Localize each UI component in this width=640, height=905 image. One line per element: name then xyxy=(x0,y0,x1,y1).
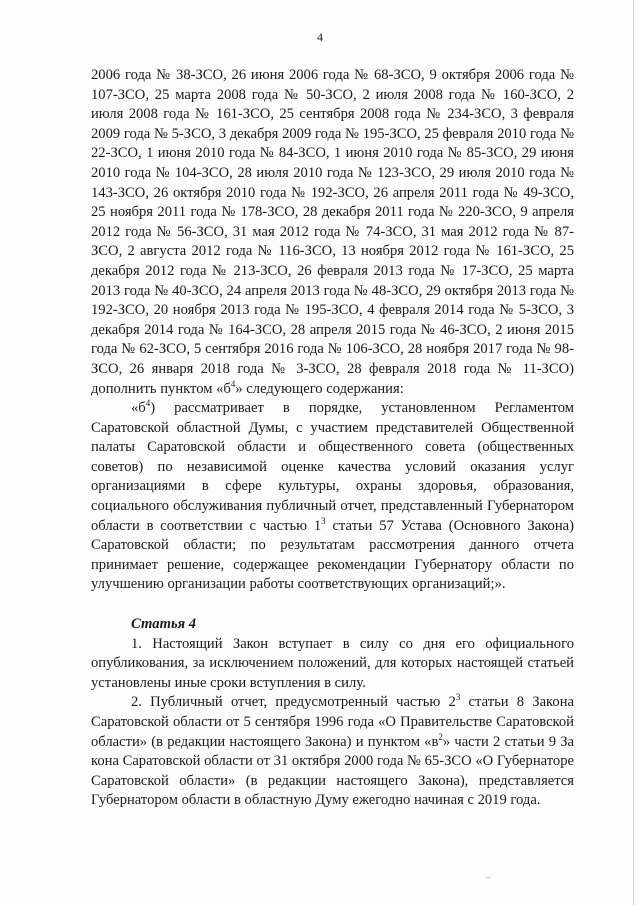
document-body xyxy=(91,66,574,811)
page-number: 4 xyxy=(317,30,323,44)
amendment-text-end: » следующего содержания: xyxy=(235,380,404,397)
superscript: 4 xyxy=(145,398,151,409)
quoted-clause-start: «б xyxy=(131,400,146,417)
paragraph-2-part-c: » части 2 статьи 9 За кона Саратовской области от 31 октября 2000 года № 65-ЗСО «О Губернаторе Саратовской области» (в редакции настоящего Закона), представляется Губернатором области в областную Думу ежегодно начиная с 2019 года. xyxy=(91,733,574,809)
superscript: 2 xyxy=(438,731,443,742)
article-paragraph-2 xyxy=(91,693,574,811)
paragraph-2-part-a: 2. Публичный отчет, предусмотренный частью 2 xyxy=(131,694,456,711)
quoted-clause xyxy=(91,399,574,595)
superscript: 3 xyxy=(321,515,326,526)
scan-edge-line xyxy=(633,0,634,905)
amendment-text: 2006 года № 38-ЗСО, 26 июня 2006 года № 68-ЗСО, 9 октября 2006 года № 107-ЗСО, 25 марта 2008 года № 50-ЗСО, 2 июля 2008 года № 160-ЗСО, 2 июля 2008 года № 161-ЗСО, 25 сентября 2008 года № 234-ЗСО, 3 февраля 2009 года № 5-ЗСО, 3 декабря 2009 года № 195-ЗСО, 25 февраля 2010 года № 22-ЗСО, 1 июня 2010 года № 84-ЗСО, 1 июня 2010 года № 85-ЗСО, 29 июня 2010 года № 104-ЗСО, 28 июля 2010 года № 123-ЗСО, 29 июля 2010 года № 143-ЗСО, 26 октября 2010 года № 192-ЗСО, 26 апреля 2011 года № 49-ЗСО, 25 ноября 2011 года № 178-ЗСО, 28 декабря 2011 года № 220-ЗСО, 9 апреля 2012 года № 56-ЗСО, 31 мая 2012 года № 74-ЗСО, 31 мая 2012 года № 87-ЗСО, 2 августа 2012 года № 116-ЗСО, 13 ноября 2012 года № 161-ЗСО, 25 декабря 2012 года № 213-ЗСО, 26 февраля 2013 года № 17-ЗСО, 25 марта 2013 года № 40-ЗСО, 24 апреля 2013 года № 48-ЗСО, 29 октября 2013 года № 192-ЗСО, 20 ноября 2013 года № 195-ЗСО, 4 февраля 2014 года № 5-ЗСО, 3 декабря 2014 года № 164-ЗСО, 28 апреля 2015 года № 46-ЗСО, 2 июня 2015 года № 62-ЗСО, 5 сентября 2016 года № 106-ЗСО, 28 ноября 2017 года № 98-ЗСО, 26 января 2018 года № 3-ЗСО, 28 февраля 2018 года № 11-ЗСО) дополнить пунктом «б xyxy=(91,67,574,397)
article-paragraph-1: 1. Настоящий Закон вступает в силу со дня его официального опубликования, за исключением положений, для которых настоящей статьей установлены иные сроки вступления в силу. xyxy=(91,635,574,691)
superscript: 4 xyxy=(230,378,236,389)
quoted-clause-end: статьи 57 Устава (Основного Закона) Саратовской области; по результатам рассмотрения данного отчета принимает решение, содержащее рекомендации Губернатору области по улучшению организации работы соответствующих организаций;». xyxy=(91,517,574,593)
superscript: 3 xyxy=(455,692,461,703)
paragraph-2-part-b: статьи 8 Закона Саратовской области от 5 сентября 1996 года «О Правительстве Саратовской области» (в редакции настоящего Закона) и пунктом «в xyxy=(91,694,574,750)
amendment-paragraph xyxy=(91,66,574,399)
quoted-clause-middle: ) рассматривает в порядке, установленном Регламентом Саратовской областной Думы, с участием представителей Общественной палаты Саратовской области и общественного совета (общественных советов) по независимой оценке качества условий оказания услуг организациями в сфере культуры, охраны здоровья, образования, социального обслуживания публичный отчет, представленный Губернатором области в соответствии с частью 1 xyxy=(91,400,574,534)
scan-mark: → xyxy=(484,872,492,881)
article-heading: Статья 4 xyxy=(131,616,197,633)
